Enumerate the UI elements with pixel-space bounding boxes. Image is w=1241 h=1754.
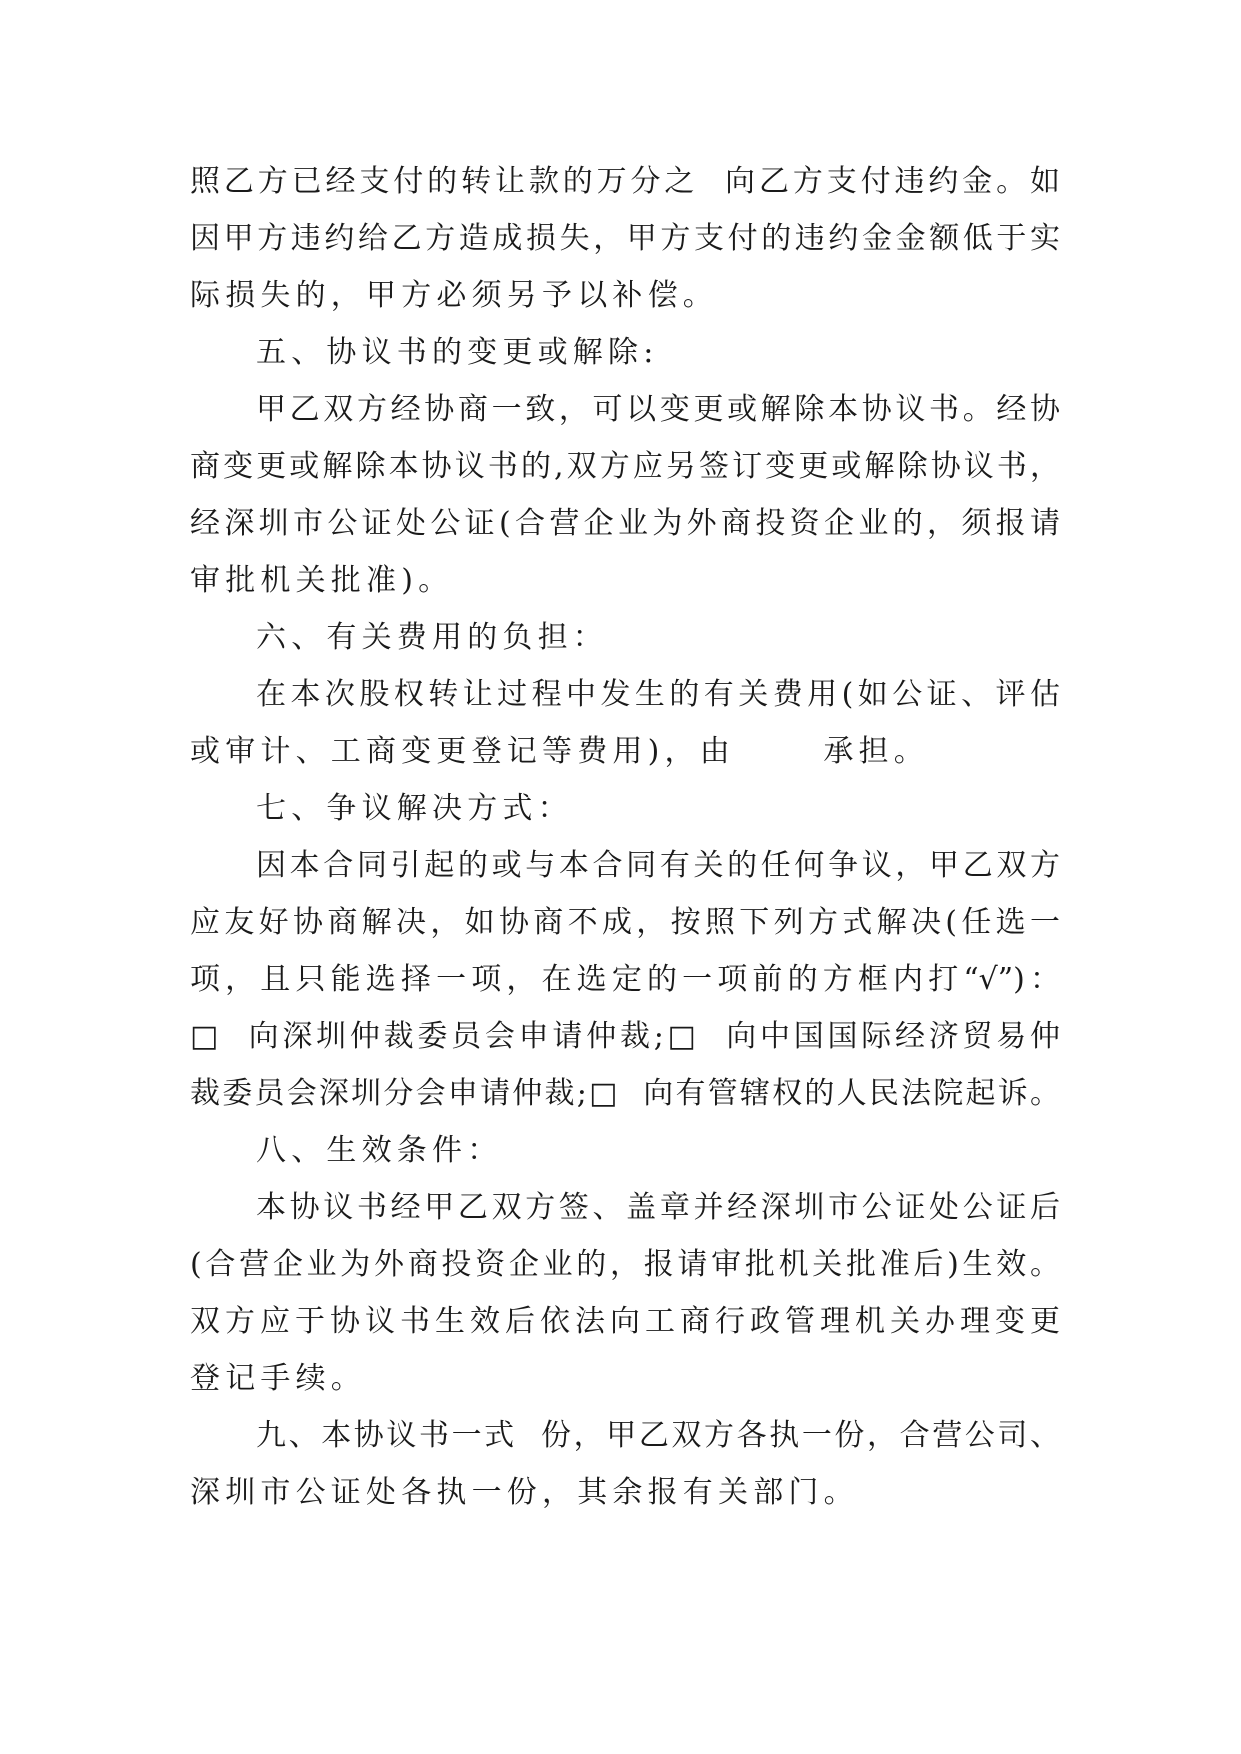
- section-heading-modification: 五、协议书的变更或解除:: [256, 335, 659, 370]
- paragraph-copies-line-2: 深圳市公证处各执一份，其余报有关部门。: [190, 1475, 859, 1510]
- paragraph-modification-line-3: 经深圳市公证处公证(合营企业为外商投资企业的，须报请: [190, 506, 1060, 541]
- paragraph-modification-line-2: 商变更或解除本协议书的,双方应另签订变更或解除协议书，: [190, 449, 1060, 484]
- paragraph-penalty-line-1: 照乙方已经支付的转让款的万分之 向乙方支付违约金。如: [190, 164, 1060, 199]
- paragraph-dispute-options-line-1: □ 向深圳仲裁委员会申请仲裁;□ 向中国国际经济贸易仲: [190, 1019, 1060, 1054]
- paragraph-dispute-line-2: 应友好协商解决，如协商不成，按照下列方式解决(任选一: [190, 905, 1060, 940]
- paragraph-modification-line-4: 审批机关批准)。: [190, 563, 454, 598]
- paragraph-effectiveness-line-1: 本协议书经甲乙双方签、盖章并经深圳市公证处公证后: [256, 1190, 1060, 1225]
- paragraph-fees-line-1: 在本次股权转让过程中发生的有关费用(如公证、评估: [256, 677, 1060, 712]
- paragraph-fees-line-2: 或审计、工商变更登记等费用)，由 承担。: [190, 734, 929, 769]
- paragraph-penalty-line-2: 因甲方违约给乙方造成损失，甲方支付的违约金金额低于实: [190, 221, 1060, 256]
- paragraph-effectiveness-line-2: (合营企业为外商投资企业的，报请审批机关批准后)生效。: [190, 1247, 1060, 1282]
- paragraph-modification-line-1: 甲乙双方经协商一致，可以变更或解除本协议书。经协: [256, 392, 1060, 427]
- paragraph-effectiveness-line-3: 双方应于协议书生效后依法向工商行政管理机关办理变更: [190, 1304, 1060, 1339]
- section-heading-dispute: 七、争议解决方式：: [256, 791, 573, 826]
- paragraph-dispute-line-3: 项，且只能选择一项，在选定的一项前的方框内打“√”)：: [190, 962, 1060, 997]
- paragraph-dispute-options-line-2: 裁委员会深圳分会申请仲裁;□ 向有管辖权的人民法院起诉。: [190, 1076, 1060, 1111]
- section-heading-fees: 六、有关费用的负担：: [256, 620, 608, 655]
- paragraph-penalty-line-3: 际损失的，甲方必须另予以补偿。: [190, 278, 718, 313]
- paragraph-copies-line-1: 九、本协议书一式 份，甲乙双方各执一份，合营公司、: [256, 1418, 1060, 1453]
- paragraph-dispute-line-1: 因本合同引起的或与本合同有关的任何争议，甲乙双方: [256, 848, 1060, 883]
- paragraph-effectiveness-line-4: 登记手续。: [190, 1361, 366, 1396]
- section-heading-effectiveness: 八、生效条件：: [256, 1133, 503, 1168]
